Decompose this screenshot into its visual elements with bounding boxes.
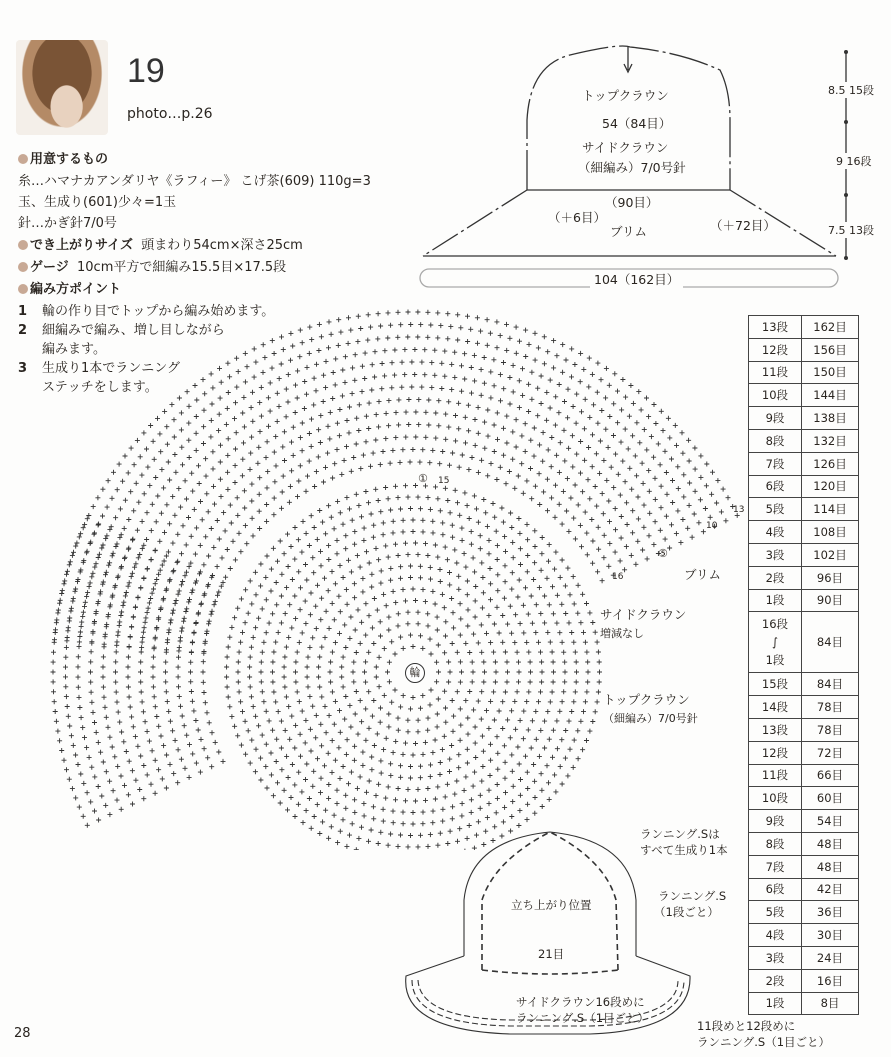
brim-note-2: ランニング.S（1目ごと） xyxy=(697,1035,831,1049)
table-row xyxy=(749,696,859,719)
table-row xyxy=(749,901,859,924)
row-label: 14段 xyxy=(749,696,802,719)
hat-schematic xyxy=(0,0,891,300)
height-top: 8.5 15段 xyxy=(828,84,874,97)
photo-reference: photo…p.26 xyxy=(127,106,213,122)
table-row xyxy=(749,946,859,969)
stitch-count: 84目 xyxy=(802,673,859,696)
stitch-count: 8目 xyxy=(802,992,859,1015)
table-row xyxy=(749,764,859,787)
stitch-count: 48目 xyxy=(802,832,859,855)
materials-line: 糸…ハマナカアンダリヤ《ラフィー》 こげ茶(609) 110g=3 xyxy=(18,174,371,189)
table-row xyxy=(749,810,859,833)
stitch-count: 144目 xyxy=(802,384,859,407)
materials-line: 玉、生成り(601)少々=1玉 xyxy=(18,195,177,210)
row-label: 11段 xyxy=(749,764,802,787)
row-label: 15段 xyxy=(749,673,802,696)
stitch-count: 78目 xyxy=(802,718,859,741)
row-label: 12段 xyxy=(749,741,802,764)
table-row xyxy=(749,361,859,384)
brim-row-5-marker: ⑤ xyxy=(658,547,668,560)
stitch-count: 96目 xyxy=(802,566,859,589)
schematic-side-crown: サイドクラウン xyxy=(582,140,669,155)
running-stitch-label: ランニング.S xyxy=(658,889,727,903)
chart-side-crown-sub: 増減なし xyxy=(600,627,644,640)
table-row xyxy=(749,566,859,589)
row-1-marker: ① xyxy=(418,472,428,485)
materials-line: 針…かぎ針7/0号 xyxy=(18,216,117,231)
table-row xyxy=(749,969,859,992)
page-number: 28 xyxy=(14,1026,31,1041)
chart-brim-label: ブリム xyxy=(684,567,722,582)
height-brim: 7.5 13段 xyxy=(828,224,874,237)
stitch-count: 126目 xyxy=(802,452,859,475)
row-label: 7段 xyxy=(749,855,802,878)
table-row-side xyxy=(749,612,859,673)
running-stitch-sub: （1段ごと） xyxy=(654,905,719,919)
row-label: 8段 xyxy=(749,832,802,855)
row-label: 4段 xyxy=(749,521,802,544)
row-label: 3段 xyxy=(749,543,802,566)
stitch-count: 16目 xyxy=(802,969,859,992)
stitch-count: 84目 xyxy=(802,612,859,673)
stitch-count: 66目 xyxy=(802,764,859,787)
row-label: 10段 xyxy=(749,384,802,407)
instruction-steps: 1 輪の作り目でトップから編み始めます。 2 細編みで編み、増し目しながら 編みます。 3 生成り1本でランニング ステッチをします。 xyxy=(18,304,275,395)
row-label: 9段 xyxy=(749,407,802,430)
table-row xyxy=(749,878,859,901)
start-position-label: 立ち上がり位置 xyxy=(511,898,592,912)
stitch-count: 54目 xyxy=(802,810,859,833)
stitch-count-table xyxy=(748,315,859,1015)
stitch-count: 114目 xyxy=(802,498,859,521)
table-row xyxy=(749,498,859,521)
points-heading: 編み方ポイント xyxy=(18,280,121,299)
row-label: 12段 xyxy=(749,338,802,361)
table-row xyxy=(749,673,859,696)
table-row xyxy=(749,316,859,339)
row-label: 1段 xyxy=(749,589,802,612)
table-row xyxy=(749,407,859,430)
stitch-count: 120目 xyxy=(802,475,859,498)
table-row xyxy=(749,452,859,475)
row-label: 8段 xyxy=(749,429,802,452)
row-label: 4段 xyxy=(749,924,802,947)
row-label: 3段 xyxy=(749,946,802,969)
table-row xyxy=(749,521,859,544)
stitch-count: 132目 xyxy=(802,429,859,452)
stitch-chart xyxy=(0,290,745,850)
schematic-inc-6: （＋6目） xyxy=(548,210,606,225)
stitches-21-label: 21目 xyxy=(538,947,565,961)
row-label: 2段 xyxy=(749,969,802,992)
row-range: 16段 ∫ 1段 xyxy=(749,612,802,673)
schematic-top-crown: トップクラウン xyxy=(582,88,669,103)
row-16-marker: 16 xyxy=(612,572,624,582)
schematic-90-sts: （90目） xyxy=(605,195,659,210)
table-row xyxy=(749,543,859,566)
schematic-inc-72: （＋72目） xyxy=(710,218,776,233)
row-label: 7段 xyxy=(749,452,802,475)
row-label: 5段 xyxy=(749,901,802,924)
stitch-count: 78目 xyxy=(802,696,859,719)
chart-side-crown-label: サイドクラウン xyxy=(600,607,687,622)
row-label: 10段 xyxy=(749,787,802,810)
pattern-number: 19 xyxy=(127,52,165,90)
table-row xyxy=(749,429,859,452)
ring-marker: 輪 xyxy=(405,663,425,683)
table-row xyxy=(749,589,859,612)
side-crown-note-1: サイドクラウン16段めに xyxy=(516,995,645,1009)
table-row xyxy=(749,384,859,407)
stitch-count: 36目 xyxy=(802,901,859,924)
brim-row-10-marker: 10 xyxy=(706,521,718,531)
row-label: 13段 xyxy=(749,316,802,339)
row-label: 11段 xyxy=(749,361,802,384)
row-label: 6段 xyxy=(749,878,802,901)
stitch-count: 30目 xyxy=(802,924,859,947)
schematic-side-crown-sub: （細編み）7/0号針 xyxy=(578,160,686,175)
row-label: 1段 xyxy=(749,992,802,1015)
schematic-brim: ブリム xyxy=(610,224,648,239)
brim-note-1: 11段めと12段めに xyxy=(697,1019,796,1033)
note-line-2: すべて生成り1本 xyxy=(640,843,728,857)
brim-row-13-marker: 13 xyxy=(733,505,745,515)
stitch-count: 48目 xyxy=(802,855,859,878)
stitch-marks xyxy=(51,310,740,851)
stitch-count: 150目 xyxy=(802,361,859,384)
row-label: 6段 xyxy=(749,475,802,498)
side-crown-note-2: ランニング.S（1目ごと） xyxy=(516,1011,650,1025)
table-row xyxy=(749,992,859,1015)
table-row xyxy=(749,855,859,878)
chart-top-crown-sub: （細編み）7/0号針 xyxy=(603,712,698,725)
stitch-count: 24目 xyxy=(802,946,859,969)
schematic-width-54: 54（84目） xyxy=(598,114,675,132)
row-label: 13段 xyxy=(749,718,802,741)
stitch-count: 138目 xyxy=(802,407,859,430)
stitch-count: 102目 xyxy=(802,543,859,566)
table-row xyxy=(749,832,859,855)
row-label: 9段 xyxy=(749,810,802,833)
row-label: 5段 xyxy=(749,498,802,521)
stitch-count: 90目 xyxy=(802,589,859,612)
stitch-count: 72目 xyxy=(802,741,859,764)
stitch-count: 42目 xyxy=(802,878,859,901)
stitch-count: 60目 xyxy=(802,787,859,810)
table-row xyxy=(749,475,859,498)
gauge: ゲージ 10cm平方で細編み15.5目×17.5段 xyxy=(18,258,286,277)
table-row xyxy=(749,924,859,947)
stitch-count: 156目 xyxy=(802,338,859,361)
materials-heading: 用意するもの xyxy=(18,150,108,169)
stitch-count: 162目 xyxy=(802,316,859,339)
table-row xyxy=(749,787,859,810)
schematic-width-104: 104（162目） xyxy=(590,270,683,288)
stitch-count: 108目 xyxy=(802,521,859,544)
height-side: 9 16段 xyxy=(836,155,872,168)
row-label: 2段 xyxy=(749,566,802,589)
table-row xyxy=(749,718,859,741)
chart-top-crown-label: トップクラウン xyxy=(603,692,690,707)
finished-size: でき上がりサイズ 頭まわり54cm×深さ25cm xyxy=(18,236,303,255)
table-row xyxy=(749,338,859,361)
row-15-marker: 15 xyxy=(438,476,450,486)
note-line-1: ランニング.Sは xyxy=(640,827,720,841)
table-row xyxy=(749,741,859,764)
